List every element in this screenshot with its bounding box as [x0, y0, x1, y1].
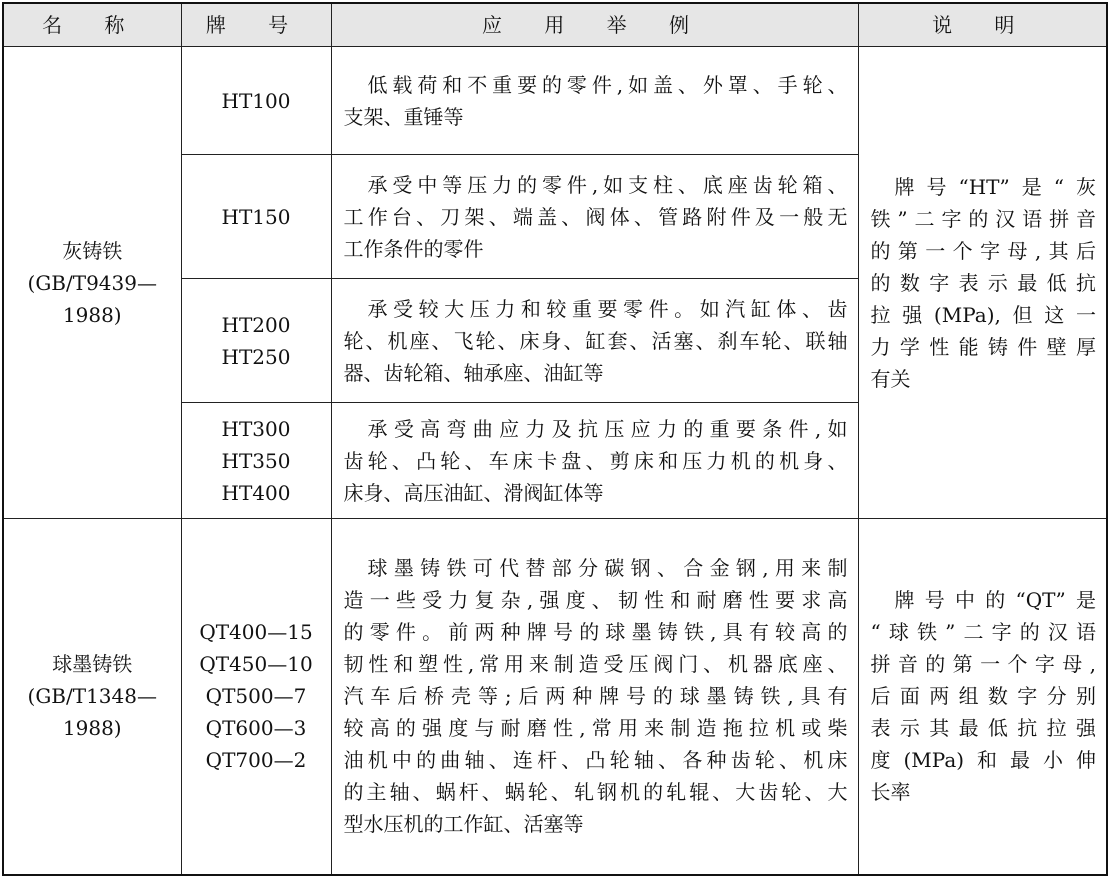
grade-label: QT500—7 [205, 684, 307, 709]
usage-line: 床身、高压油缸、滑阀缸体等 [343, 480, 604, 505]
note-line: 牌号中的“QT”是 [894, 588, 1096, 613]
cast-iron-table [2, 2, 1108, 876]
usage-line: 工作条件的零件 [343, 236, 484, 261]
grade-cell [181, 155, 331, 279]
usage-line: 韧性和塑性,常用来制造受压阀门、机器底座、 [343, 652, 848, 677]
note-line: 的第一个字母,其后 [870, 238, 1096, 263]
header-row [3, 3, 1107, 47]
grade-label: QT450—10 [199, 652, 313, 677]
usage-line: 工作台、刀架、端盖、阀体、管路附件及一般无 [343, 204, 848, 229]
header-name: 名 称 [3, 3, 181, 47]
grade-cell [181, 47, 331, 155]
grade-label: HT350 [221, 448, 291, 473]
usage-line: 的主轴、蜗杆、蜗轮、轧钢机的轧辊、大齿轮、大 [343, 780, 848, 805]
grade-label: HT150 [221, 204, 291, 229]
note-line: 表示其最低抗拉强 [870, 716, 1096, 741]
header-usage: 应 用 举 例 [331, 3, 858, 47]
header-note: 说 明 [858, 3, 1107, 47]
note-line: 铁”二字的汉语拼音 [870, 206, 1096, 231]
material-name-line: (GB/T1348— [27, 684, 157, 709]
usage-line: 器、齿轮箱、轴承座、油缸等 [343, 360, 604, 385]
usage-line: 汽车后桥壳等;后两种牌号的球墨铸铁,具有 [343, 684, 848, 709]
note-line: 后面两组数字分别 [870, 684, 1096, 709]
grade-label: QT600—3 [205, 716, 307, 741]
note-line: 的数字表示最低抗 [870, 270, 1096, 295]
usage-line: 的零件。前两种牌号的球墨铸铁,具有较高的 [343, 620, 848, 645]
header-grade: 牌 号 [181, 3, 331, 47]
note-line: 长率 [870, 780, 911, 805]
note-line: 力学性能铸件壁厚 [870, 334, 1096, 359]
usage-cell [331, 403, 858, 519]
grade-label: QT700—2 [205, 748, 307, 773]
usage-line: 轮、机座、飞轮、床身、缸套、活塞、刹车轮、联轴 [343, 328, 848, 353]
grade-label: HT300 [221, 416, 291, 441]
grade-cell [181, 403, 331, 519]
grade-label: QT400—15 [199, 620, 313, 645]
note-line: “球铁”二字的汉语 [870, 620, 1096, 645]
material-name-cell [3, 47, 181, 519]
material-name-line: 1988) [62, 716, 122, 741]
usage-line: 齿轮、凸轮、车床卡盘、剪床和压力机的机身、 [343, 448, 848, 473]
note-line: 拉强(MPa),但这一 [870, 302, 1096, 327]
usage-line: 造一些受力复杂,强度、韧性和耐磨性要求高 [343, 588, 848, 613]
note-line: 有关 [870, 366, 911, 391]
grade-label: HT250 [221, 344, 291, 369]
grade-label: HT100 [221, 88, 291, 113]
material-name-line: 1988) [62, 302, 122, 327]
note-cell [858, 47, 1107, 519]
usage-cell [331, 155, 858, 279]
note-cell [858, 519, 1107, 875]
usage-cell [331, 279, 858, 403]
material-name-line: 灰铸铁 [62, 238, 123, 263]
usage-line: 型水压机的工作缸、活塞等 [343, 812, 584, 837]
usage-line: 球墨铸铁可代替部分碳钢、合金钢,用来制 [367, 556, 848, 581]
grade-label: HT200 [221, 312, 291, 337]
note-line: 度(MPa)和最小伸 [870, 748, 1096, 773]
table-row [3, 47, 1107, 155]
grade-label: HT400 [221, 480, 291, 505]
grade-cell [181, 519, 331, 875]
note-line: 拼音的第一个字母, [870, 652, 1096, 677]
usage-line: 较高的强度与耐磨性,常用来制造拖拉机或柴 [343, 716, 848, 741]
material-name-cell [3, 519, 181, 875]
usage-cell [331, 519, 858, 875]
material-name-line: (GB/T9439— [27, 270, 157, 295]
note-line: 牌号“HT”是“灰 [894, 174, 1096, 199]
usage-line: 承受较大压力和较重要零件。如汽缸体、齿 [367, 296, 848, 321]
usage-line: 低载荷和不重要的零件,如盖、外罩、手轮、 [367, 72, 848, 97]
usage-line: 油机中的曲轴、连杆、凸轮轴、各种齿轮、机床 [343, 748, 848, 773]
material-name-line: 球墨铸铁 [52, 652, 133, 677]
table-row [3, 519, 1107, 875]
usage-line: 承受高弯曲应力及抗压应力的重要条件,如 [367, 416, 848, 441]
grade-cell [181, 279, 331, 403]
usage-cell [331, 47, 858, 155]
usage-line: 承受中等压力的零件,如支柱、底座齿轮箱、 [367, 172, 848, 197]
usage-line: 支架、重锤等 [343, 104, 464, 129]
